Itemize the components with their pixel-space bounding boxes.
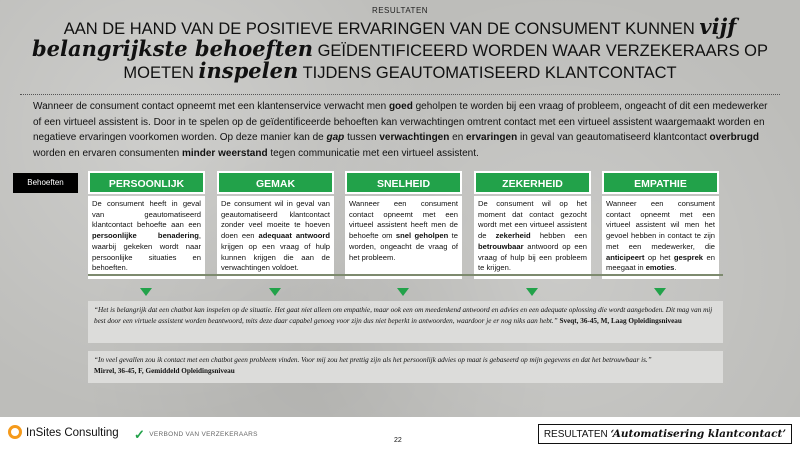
need-title: ZEKERHEID [474,171,591,194]
need-card-snelheid [345,171,462,279]
title-part: AAN DE HAND VAN DE POSITIEVE ERVARINGEN VAN DE CONSUMENT KUNNEN [63,20,700,38]
need-card-persoonlijk [88,171,205,279]
section-label: RESULTATEN [371,6,429,15]
divider [20,94,780,95]
connector-bar [88,274,723,288]
need-description: De consument heeft in geval van geautomatiseerd klantcontact behoefte aan een persoonlijke benadering, waarbij gekeken wordt naar persoonlijke situaties en behoeften. [88,196,205,279]
need-title: SNELHEID [345,171,462,194]
need-description: Wanneer een consument contact opneemt met een virtueel assistent heeft men de behoefte om snel geholpen te worden, ongeacht de vraag of het probleem. [345,196,462,279]
title-emphasis: vijf belangrijkste behoeften [31,14,737,61]
need-description: Wanneer een consument contact opneemt met een virtueel assistent wil men het gevoel hebben in contact te zijn met een medewerker, die anticipeert op het gesprek en meegaat in emoties. [602,196,719,279]
slide-title [20,14,780,83]
quote-attribution: Mirrel, 36-45, F, Gemiddeld Opleidingsniveau [94,367,235,375]
arrow-down-icon [654,288,666,296]
need-title: PERSOONLIJK [88,171,205,194]
insites-logo: InSites Consulting [8,425,119,439]
verbond-logo: ✓ VERBOND VAN VERZEKERAARS [134,427,258,442]
intro-paragraph: Wanneer de consument contact opneemt met een klantenservice verwacht men goed geholpen te worden bij een vraag of probleem, ongeacht of dit een medewerker of een virtueel assistent is. Door in te spelen op de geïdentificeerde behoeften kan verwachtingen omtrent contact met een virtueel assistent waargemaakt worden en negatieve ervaringen voorkomen worden. Op deze manier kan de gap tussen verwachtingen en ervaringen in geval van geautomatiseerd klantcontact overbrugd worden en ervaren consumenten minder weerstand tegen communicatie met een virtueel assistent. [33,101,768,159]
need-description: De consument wil op het moment dat contact gezocht wordt met een virtueel assistent de zekerheid hebben een betrouwbaar antwoord op een vraag of hulp bij een probleem te krijgen. [474,196,591,279]
quote-text: “Het is belangrijk dat een chatbot kan inspelen op de situatie. Het gaat niet alleen om empathie, maar ook een om meedenkend antwoord en advies en een adequate oplossing die wordt aangeboden. Dit mag van mij best door een virtuele assistent worden beantwoord, mits deze daar capabel genoeg voor zijn dus niet beperkt in antwoorden, waardoor je er nog niks aan hebt.” [94,306,713,325]
arrow-down-icon [397,288,409,296]
arrow-down-icon [269,288,281,296]
arrow-down-icon [140,288,152,296]
quote-box [88,351,723,383]
quote-attribution: Sveqt, 36-45, M, Laag Opleidingsniveau [557,317,682,325]
title-part: TIJDENS GEAUTOMATISEERD KLANTCONTACT [298,64,677,82]
need-description: De consument wil in geval van geautomatiseerd klantcontact zonder veel moeite te hoeven doen een adequaat antwoord krijgen op een vraag of hulp kunnen krijgen die aan de verwachtingen voldoet. [217,196,334,279]
arrow-down-icon [526,288,538,296]
title-part: GEÏDENTIFICEERD WORDEN WAAR VERZEKERAARS OP MOETEN [123,42,769,82]
quote-text: “In veel gevallen zou ik contact met een chatbot geen probleem vinden. Voor mij zou het prettig zijn als het persoonlijk advies op maat is gebaseerd op mijn gegevens en dat het betrouwbaar is.” [94,356,652,364]
verbond-logo-icon: ✓ [134,427,146,442]
page-number: 22 [394,437,402,444]
need-card-empathie [602,171,719,279]
title-emphasis: inspelen [198,58,299,83]
needs-tag: Behoeften [13,173,78,193]
need-card-zekerheid [474,171,591,279]
insites-logo-icon [8,425,22,439]
need-title: EMPATHIE [602,171,719,194]
quote-box [88,301,723,343]
need-title: GEMAK [217,171,334,194]
need-card-gemak [217,171,334,279]
footer-section-label: RESULTATEN ‘Automatisering klantcontact’ [538,424,792,444]
